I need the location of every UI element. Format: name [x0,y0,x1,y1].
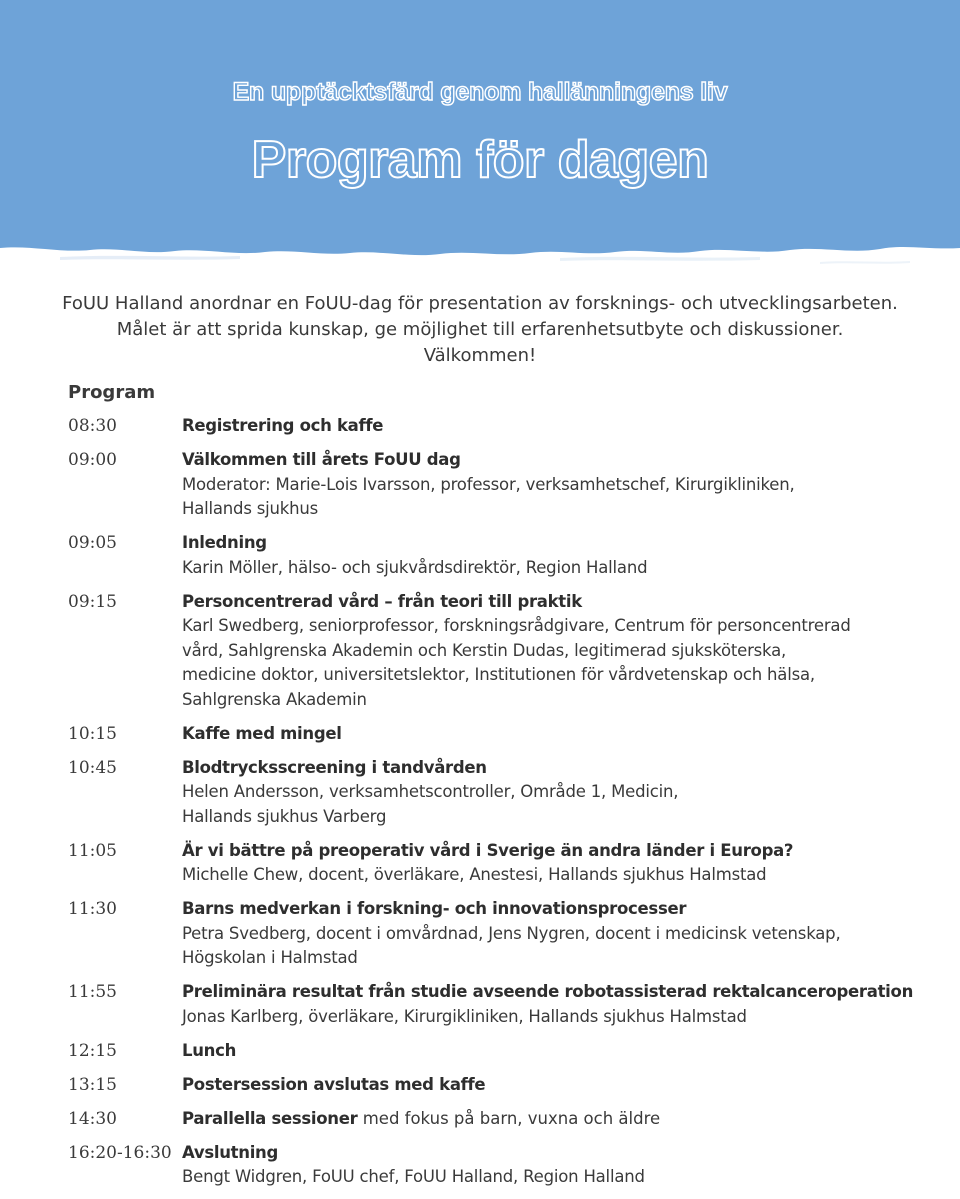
schedule-time: 08:30 [68,416,117,436]
schedule-title: Registrering och kaffe [182,416,384,435]
schedule-time: 09:05 [68,533,117,553]
schedule-description: Hallands sjukhus [182,499,319,518]
schedule-content [182,1141,948,1190]
schedule-title-line [182,448,948,473]
schedule-title: Preliminära resultat från studie avseende robotassisterad rektalcanceroperation [182,982,914,1001]
schedule-content [182,448,948,522]
schedule-item [68,1107,948,1132]
schedule-title-line [182,1141,948,1166]
schedule-title-line [182,1073,948,1098]
schedule-title: Personcentrerad vård – från teori till praktik [182,591,582,611]
schedule-title-line [182,414,948,439]
schedule-item [68,414,948,439]
schedule-description: Karl Swedberg, seniorprofessor, forskningsrådgivare, Centrum för personcentrerad [182,616,851,635]
schedule-description: Karin Möller, hälso- och sjukvårdsdirektör, Region Halland [182,557,648,577]
schedule-description: Helen Andersson, verksamhetscontroller, Område 1, Medicin, [182,782,679,801]
schedule-time: 10:15 [68,723,117,744]
schedule-description: Jonas Karlberg, överläkare, Kirurgikliniken, Hallands sjukhus Halmstad [182,1006,747,1026]
schedule-title: Postersession avslutas med kaffe [182,1074,486,1094]
schedule-title: Inledning [182,533,267,552]
schedule-item [68,1073,948,1098]
schedule-title: Blodtrycksscreening i tandvården [182,757,487,777]
schedule-description: Högskolan i Halmstad [182,948,358,967]
schedule-time: 10:45 [68,757,117,778]
schedule-item [68,980,948,1029]
schedule-title-line [182,590,948,615]
schedule-content [182,722,948,747]
schedule-content [182,1039,948,1064]
schedule-time: 12:15 [68,1040,117,1061]
schedule-content [182,980,948,1029]
schedule-item [68,722,948,747]
schedule-content [182,1107,948,1132]
schedule-item [68,1039,948,1064]
schedule-time: 11:30 [68,899,117,919]
schedule-content [182,414,948,439]
schedule-time: 11:55 [68,982,117,1002]
schedule-item [68,448,948,522]
schedule-time: 14:30 [68,1108,117,1129]
schedule-description: Moderator: Marie-Lois Ivarsson, professor, verksamhetschef, Kirurgikliniken, [182,474,795,494]
schedule-title-line [182,531,948,556]
schedule-item [68,839,948,888]
schedule-title-line [182,756,948,781]
schedule-title: Är vi bättre på preoperativ vård i Sverige än andra länder i Europa? [182,840,794,860]
schedule-title-line [182,980,948,1005]
schedule-content [182,590,948,713]
page-title: Program för dagen [251,131,709,189]
schedule-title: Avslutning [182,1142,279,1162]
schedule-item [68,590,948,713]
schedule-title: Lunch [182,1040,237,1060]
schedule-description: Sahlgrenska Akademin [182,689,367,709]
banner-subtitle: En upptäcktsfärd genom hallänningens liv [232,78,728,106]
schedule-content [182,839,948,888]
schedule-time: 13:15 [68,1074,117,1095]
schedule-time: 09:00 [68,450,117,470]
schedule-title-suffix: med fokus på barn, vuxna och äldre [357,1108,661,1128]
schedule-content [182,1073,948,1098]
schedule-content [182,531,948,580]
schedule-description: medicine doktor, universitetslektor, Institutionen för vårdvetenskap och hälsa, [182,665,815,684]
schedule-title: Kaffe med mingel [182,723,342,743]
schedule-title-line [182,722,948,747]
schedule-description: Petra Svedberg, docent i omvårdnad, Jens Nygren, docent i medicinsk vetenskap, [182,923,841,943]
schedule-description: Bengt Widgren, FoUU chef, FoUU Halland, Region Halland [182,1167,645,1186]
schedule-description: Michelle Chew, docent, överläkare, Anestesi, Hallands sjukhus Halmstad [182,865,767,884]
schedule-title: Välkommen till årets FoUU dag [182,450,461,469]
schedule-title-line [182,839,948,864]
schedule-title: Parallella sessioner [182,1108,358,1128]
schedule-title-line [182,1039,948,1064]
schedule-description: vård, Sahlgrenska Akademin och Kerstin Dudas, legitimerad sjuksköterska, [182,640,787,660]
schedule-item [68,531,948,580]
schedule-time: 16:20-16:30 [68,1142,172,1163]
intro-text [0,291,960,369]
schedule-description: Hallands sjukhus Varberg [182,806,387,826]
schedule-time: 09:15 [68,591,117,612]
schedule-list [68,414,948,1199]
schedule-title-line [182,1107,948,1132]
schedule-content [182,897,948,971]
schedule-title: Barns medverkan i forskning- och innovationsprocesser [182,899,687,918]
schedule-item [68,1141,948,1190]
schedule-item [68,897,948,971]
schedule-content [182,756,948,830]
schedule-item [68,756,948,830]
intro-line: Välkommen! [423,345,537,366]
intro-line: FoUU Halland anordnar en FoUU-dag för presentation av forsknings- och utvecklingsarbeten. [62,293,898,314]
schedule-title-line [182,897,948,922]
schedule-time: 11:05 [68,840,117,861]
intro-line: Målet är att sprida kunskap, ge möjlighet till erfarenhetsutbyte och diskussioner. [116,319,844,340]
program-heading: Program [68,382,156,403]
